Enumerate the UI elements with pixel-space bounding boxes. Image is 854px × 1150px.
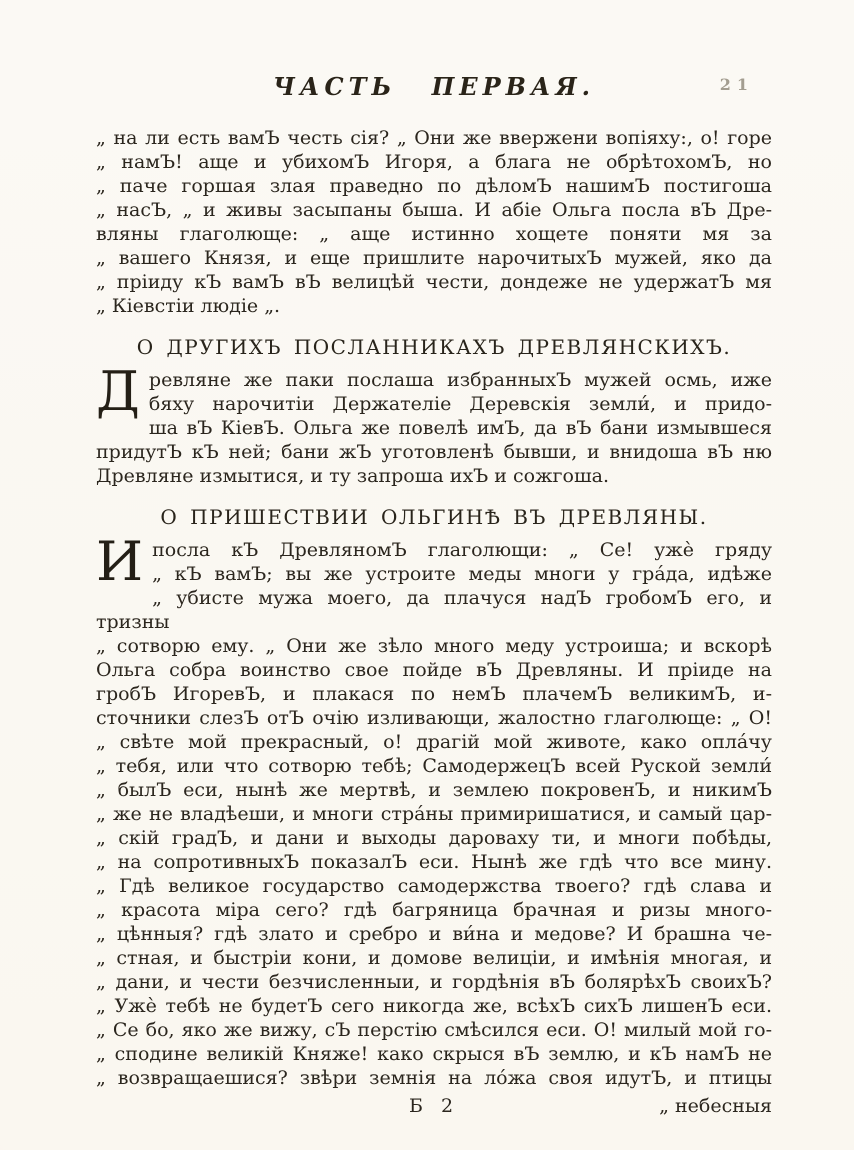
page-footer xyxy=(96,1094,772,1118)
section-heading-drevlyan-envoys: О ДРУГИХЪ ПОСЛАННИКАХЪ ДРЕВЛЯНСКИХЪ. xyxy=(136,335,732,359)
text-line: „ сподине великій Княже! како скрыся вЪ землю, и кЪ намЪ не xyxy=(96,1043,772,1065)
text-line: „ на сопротивныхЪ показалЪ еси. Нынѣ же гдѣ что все мину. xyxy=(96,851,772,873)
text-line: бяху нарочитіи Держателіе Деревскія земли́, и придо- xyxy=(148,393,772,415)
text-line: „ Гдѣ великое государство самодержства твоего? гдѣ слава и xyxy=(96,875,772,897)
text-line: „ убисте мужа моего, да плачуся надЪ гробомЪ его, и тризны xyxy=(96,587,772,633)
text-line: ревляне же паки послаша избранныхЪ мужей осмь, иже xyxy=(148,369,772,391)
text-line: „ былЪ еси, нынѣ же мертвѣ, и землею покровенЪ, и никимЪ xyxy=(96,779,772,801)
drop-cap-d: Д xyxy=(96,360,140,423)
text-line: ша вЪ КіевЪ. Ольга же повелѣ имЪ, да вЪ бани измывшеся xyxy=(148,417,772,439)
text-line: „ же не владѣеши, и многи стра́ны примиришатися, и самый цар- xyxy=(96,803,772,825)
signature-mark: Б 2 xyxy=(408,1095,460,1117)
text-line: „ насЪ, „ и живы засыпаны быша. И абіе Ольга посла вЪ Дре- xyxy=(96,199,772,221)
paragraph-drevlyan-envoys xyxy=(96,360,772,488)
text-line: „ сотворю ему. „ Они же зѣло много меду устроиша; и вскорѣ xyxy=(96,635,772,657)
text-line: гробЪ ИгоревЪ, и плакася по немЪ плачемЪ великимЪ, и- xyxy=(96,683,772,705)
text-line: „ цѣнныя? гдѣ злато и сребро и ви́на и медове? И брашна че- xyxy=(96,923,772,945)
running-head xyxy=(96,72,772,106)
text-line: „ Кіевстіи людіе „. xyxy=(96,295,281,317)
page-number: 21 xyxy=(719,75,754,94)
text-line: „ скій градЪ, и дани и выходы дароваху ти, и многи побѣды, xyxy=(96,827,772,849)
text-line: „ тебя, или что сотворю тебѣ; СамодержецЪ всей Руской земли́ xyxy=(96,755,772,777)
part-title: ЧАСТЬ ПЕРВАЯ. xyxy=(273,72,595,101)
text-line: „ возвращаешися? звѣри земнія на ло́жа своя идутЪ, и птицы xyxy=(96,1067,772,1089)
text-line: „ Ужѐ тебѣ не будетЪ сего никогда же, всѣхЪ сихЪ лишенЪ еси. xyxy=(96,995,772,1017)
catchword: „ небесныя xyxy=(659,1095,772,1117)
text-line: сточники слезЪ отЪ очію изливающи, жалостно глаголюще: „ О! xyxy=(96,707,772,729)
text-line: „ на ли есть вамЪ честь сія? „ Они же ввержени вопіяху:, о! горе xyxy=(96,127,772,149)
section-heading-olga-arrival: О ПРИШЕСТВИИ ОЛЬГИНѢ ВЪ ДРЕВЛЯНЫ. xyxy=(160,505,708,529)
text-line: Ольга собра воинство свое пойде вЪ Древляны. И пріиде на xyxy=(96,659,772,681)
text-line: „ вашего Князя, и еще пришлите нарочитыхЪ мужей, яко да xyxy=(96,247,772,269)
text-line: „ пріиду кЪ вамЪ вЪ велицѣй чести, дондеже не удержатЪ мя xyxy=(96,271,772,293)
text-line: „ стная, и быстріи кони, и домове велиціи, и имѣнія многая, и xyxy=(96,947,772,969)
text-line: посла кЪ ДревляномЪ глаголющи: „ Се! ужѐ гряду xyxy=(152,539,772,561)
text-line: „ свѣте мой прекрасный, о! драгій мой животе, како опла́чу xyxy=(96,731,772,753)
paragraph-olga-arrival xyxy=(96,530,772,1090)
text-line: „ красота міра сего? гдѣ багряница брачная и ризы много- xyxy=(96,899,772,921)
text-line: Древляне измытися, и ту запроша ихЪ и сожгоша. xyxy=(96,465,609,487)
text-line: придутЪ кЪ ней; бани жЪ уготовленѣ бывши, и внидоша вЪ ню xyxy=(96,441,772,463)
text-line: „ Се бо, яко же вижу, сЪ перстію смѣсился еси. О! милый мой го- xyxy=(96,1019,772,1041)
text-line: „ намЪ! аще и убихомЪ Игоря, а блага не обрѣтохомЪ, но xyxy=(96,151,772,173)
text-line: „ паче горшая злая праведно по дѣломЪ нашимЪ постигоша xyxy=(96,175,772,197)
text-line: „ дани, и чести безчисленныи, и гордѣнія вЪ болярѣхЪ своихЪ? xyxy=(96,971,772,993)
paragraph-continuation xyxy=(96,126,772,318)
text-block xyxy=(96,72,772,1118)
drop-cap-i: И xyxy=(96,530,144,593)
text-line: вляны глаголюще: „ аще истинно хощете поняти мя за xyxy=(96,223,772,245)
text-line: „ кЪ вамЪ; вы же устроите меды многи у гра́да, идѣже xyxy=(152,563,772,585)
